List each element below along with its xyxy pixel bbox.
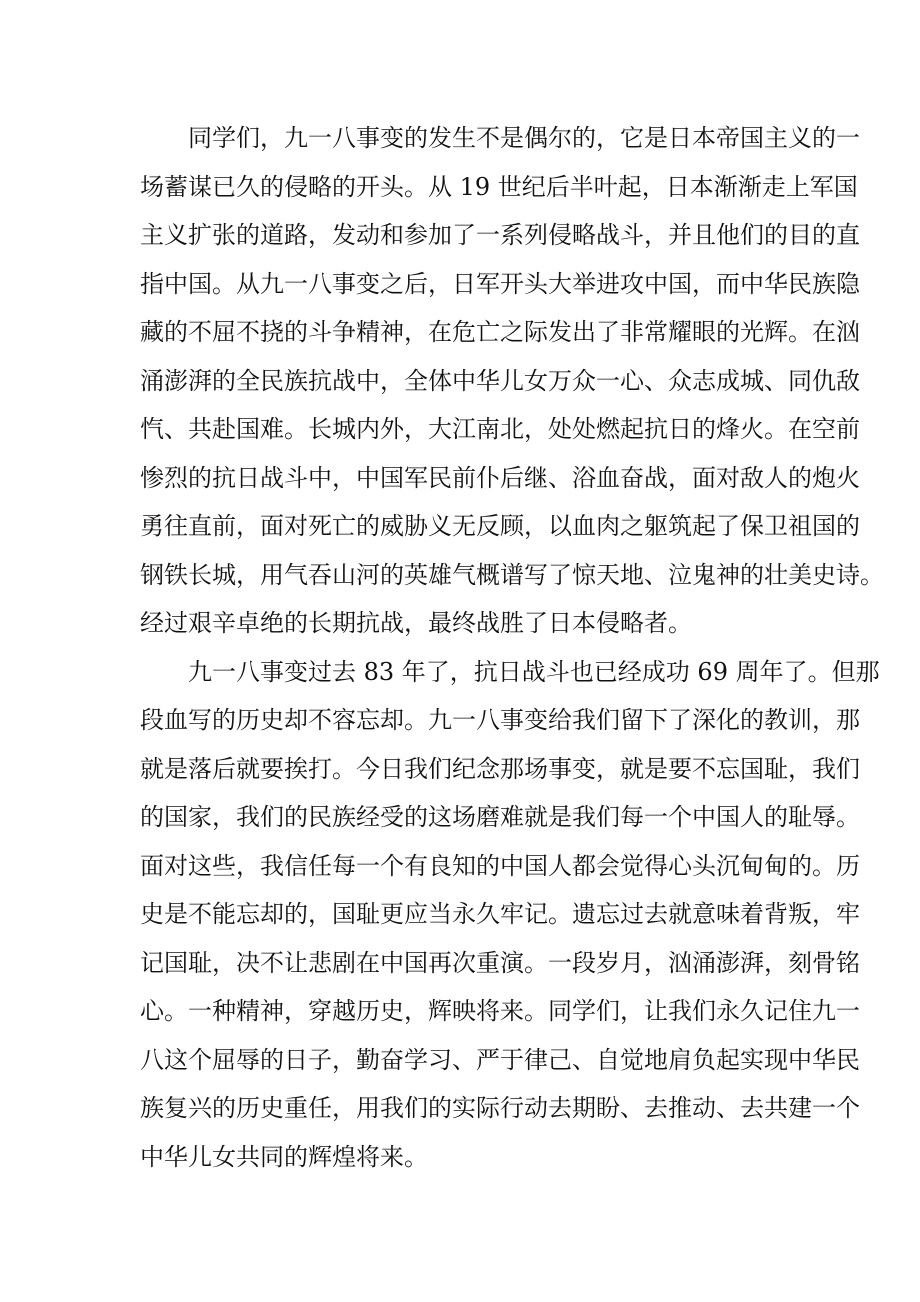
text-line: 的国家，我们的民族经受的这场磨难就是我们每一个中国人的耻辱。 — [140, 803, 860, 831]
text-line: 族复兴的历史重任，用我们的实际行动去期盼、去推动、去共建一个 — [140, 1094, 860, 1122]
text-line: 段血写的历史却不容忘却。九一八事变给我们留下了深化的教训，那 — [140, 706, 860, 734]
text-line: 忾、共赴国难。长城内外，大江南北，处处燃起抗日的烽火。在空前 — [140, 415, 860, 443]
text-line: 九一八事变过去 83 年了，抗日战斗也已经成功 69 周年了。但那 — [140, 657, 880, 686]
text-line: 经过艰辛卓绝的长期抗战，最终战胜了日本侵略者。 — [140, 609, 692, 637]
text-line: 同学们，九一八事变的发生不是偶尔的，它是日本帝国主义的一 — [140, 124, 860, 152]
text-line: 藏的不屈不挠的斗争精神，在危亡之际发出了非常耀眼的光辉。在汹 — [140, 318, 860, 346]
text-line: 面对这些，我信任每一个有良知的中国人都会觉得心头沉甸甸的。历 — [140, 851, 860, 880]
text-line: 中华儿女共同的辉煌将来。 — [140, 1142, 428, 1171]
text-line: 记国耻，决不让悲剧在中国再次重演。一段岁月，汹涌澎湃，刻骨铭 — [140, 948, 860, 977]
text-line: 心。一种精神，穿越历史，辉映将来。同学们，让我们永久记住九一 — [140, 997, 860, 1025]
paragraph — [140, 114, 884, 648]
text-line: 场蓄谋已久的侵略的开头。从 19 世纪后半叶起，日本渐渐走上军国 — [140, 172, 858, 201]
text-line: 史是不能忘却的，国耻更应当永久牢记。遗忘过去就意味着背叛，牢 — [140, 900, 860, 928]
text-line: 主义扩张的道路，发动和参加了一系列侵略战斗，并且他们的目的直 — [140, 221, 860, 249]
text-line: 八这个屈辱的日子，勤奋学习、严于律己、自觉地肩负起实现中华民 — [140, 1045, 860, 1074]
text-line: 勇往直前，面对死亡的威胁义无反顾，以血肉之躯筑起了保卫祖国的 — [140, 512, 860, 540]
text-line: 就是落后就要挨打。今日我们纪念那场事变，就是要不忘国耻，我们 — [140, 754, 860, 783]
text-line: 涌澎湃的全民族抗战中，全体中华儿女万众一心、众志成城、同仇敌 — [140, 366, 860, 395]
text-line: 惨烈的抗日战斗中，中国军民前仆后继、浴血奋战，面对敌人的炮火 — [140, 463, 860, 492]
body-text — [140, 114, 884, 1181]
text-line: 指中国。从九一八事变之后，日军开头大举进攻中国，而中华民族隐 — [140, 269, 860, 298]
text-line: 钢铁长城，用气吞山河的英雄气概谱写了惊天地、泣鬼神的壮美史诗。 — [140, 560, 884, 589]
paragraph — [140, 648, 880, 1182]
